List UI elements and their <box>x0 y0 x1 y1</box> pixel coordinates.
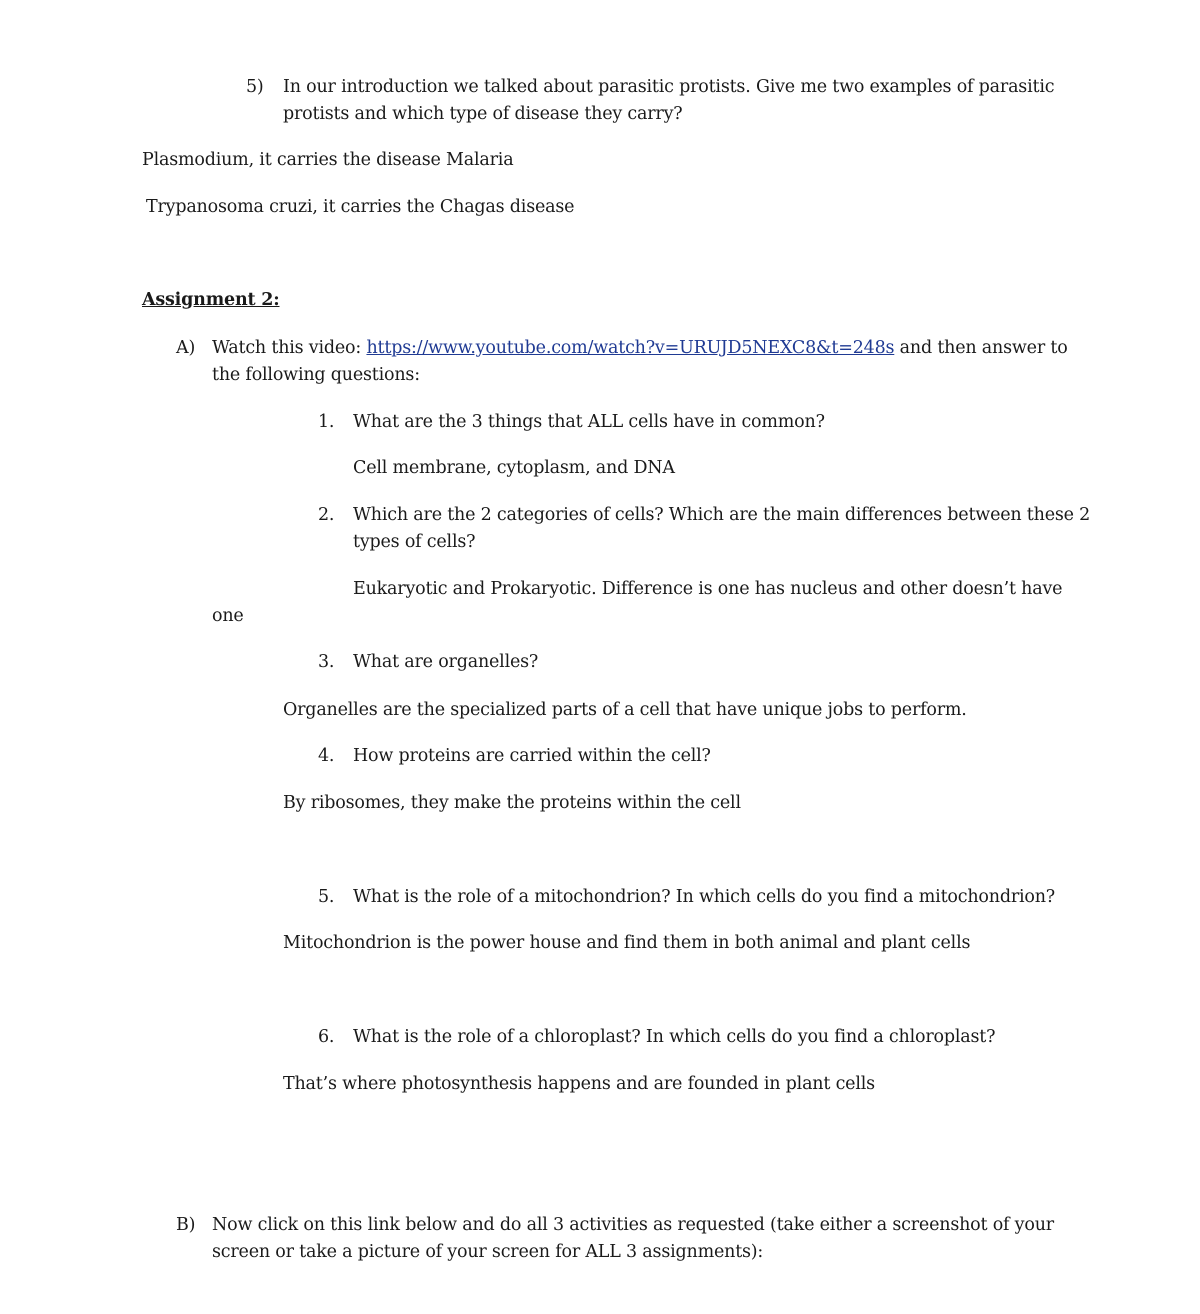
answer-text: Trypanosoma cruzi, it carries the Chagas disease <box>146 197 575 217</box>
answer-text: Cell membrane, cytoplasm, and DNA <box>353 458 675 478</box>
answer-text: By ribosomes, they make the proteins within the cell <box>283 793 741 813</box>
question-text: What is the role of a chloroplast? In which cells do you find a chloroplast? <box>353 1027 996 1047</box>
question-number: 4. <box>318 746 335 766</box>
part-b-instruction: Now click on this link below and do all 3 activities as requested (take either a screenshot of your <box>212 1215 1054 1235</box>
answer-text: one <box>212 606 244 626</box>
part-label: A) <box>176 338 196 358</box>
part-a-instruction: the following questions: <box>212 365 420 385</box>
answer-text: Mitochondrion is the power house and find them in both animal and plant cells <box>283 933 971 953</box>
answer-text: Organelles are the specialized parts of a cell that have unique jobs to perform. <box>283 700 967 720</box>
answer-text: Plasmodium, it carries the disease Malaria <box>142 150 514 170</box>
question-number: 2. <box>318 505 335 525</box>
question-text: What is the role of a mitochondrion? In which cells do you find a mitochondrion? <box>353 887 1055 907</box>
part-label: B) <box>176 1215 196 1235</box>
part-b-instruction: screen or take a picture of your screen for ALL 3 assignments): <box>212 1242 764 1262</box>
question-text: How proteins are carried within the cell? <box>353 746 711 766</box>
question-number: 3. <box>318 652 335 672</box>
question-number: 1. <box>318 412 335 432</box>
question-text: What are organelles? <box>353 652 539 672</box>
instruction-prefix: Watch this video: <box>212 338 367 358</box>
question-text: What are the 3 things that ALL cells have in common? <box>353 412 825 432</box>
part-a-instruction <box>212 335 1068 361</box>
answer-text: That’s where photosynthesis happens and are founded in plant cells <box>283 1074 875 1094</box>
instruction-suffix: and then answer to <box>894 338 1068 358</box>
question-text: Which are the 2 categories of cells? Which are the main differences between these 2 <box>353 505 1091 525</box>
question-number: 5. <box>318 887 335 907</box>
answer-text: Eukaryotic and Prokaryotic. Difference is one has nucleus and other doesn’t have <box>353 579 1063 599</box>
question-text: types of cells? <box>353 532 476 552</box>
section-heading: Assignment 2: <box>142 290 280 310</box>
question-text: In our introduction we talked about parasitic protists. Give me two examples of parasitic <box>283 77 1055 97</box>
question-number: 6. <box>318 1027 335 1047</box>
question-number: 5) <box>246 77 264 97</box>
question-text: protists and which type of disease they carry? <box>283 104 683 124</box>
video-link[interactable]: https://www.youtube.com/watch?v=URUJD5NEXC8&t=248s <box>366 338 895 358</box>
